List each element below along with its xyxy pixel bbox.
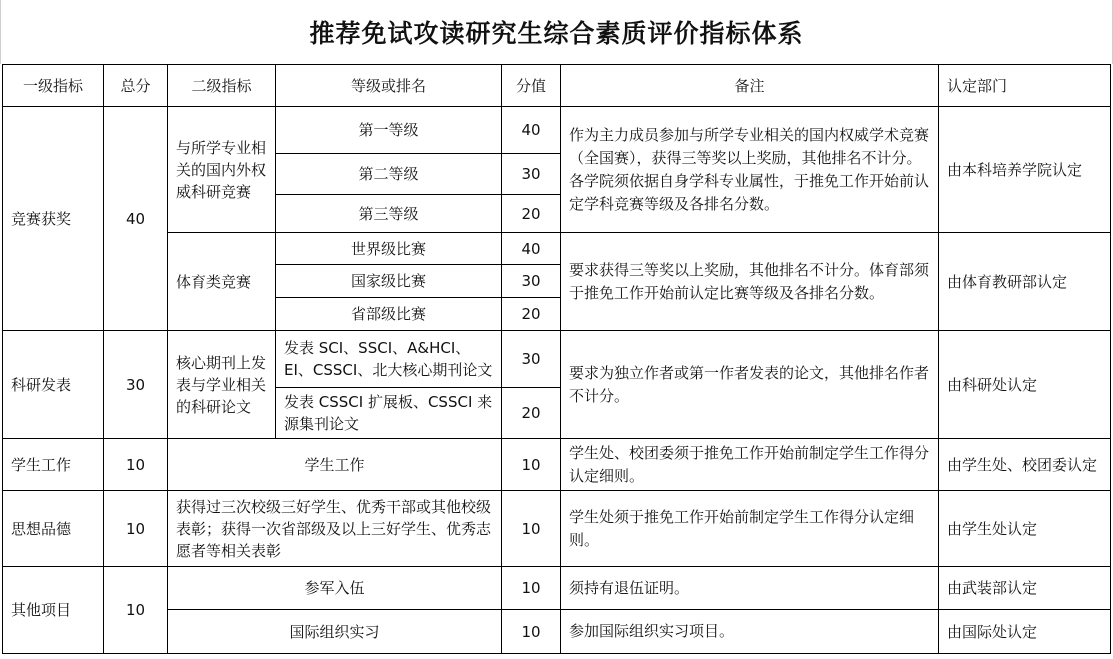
- total-cell: 40: [104, 107, 168, 331]
- score-cell: 20: [502, 195, 561, 233]
- evaluation-table: [2, 64, 1111, 654]
- score-cell: 10: [502, 491, 561, 567]
- level1-cell: 竞赛获奖: [3, 107, 104, 331]
- level1-cell: 其他项目: [3, 567, 104, 654]
- score-cell: 40: [502, 233, 561, 265]
- note-cell: 作为主力成员参加与所学专业相关的国内权威学术竞赛（全国赛），获得三等奖以上奖励，其他排名不计分。各学院须依据自身学科专业属性，于推免工作开始前认定学科竞赛等级及各排名分数。: [561, 107, 939, 233]
- total-cell: 10: [104, 491, 168, 567]
- table-row: [3, 331, 1111, 388]
- header-note: 备注: [561, 65, 939, 107]
- level1-cell: 科研发表: [3, 331, 104, 439]
- note-cell: 要求获得三等奖以上奖励，其他排名不计分。体育部须于推免工作开始前认定比赛等级及各排名分数。: [561, 233, 939, 331]
- score-cell: 20: [502, 298, 561, 331]
- table-row: [3, 491, 1111, 567]
- grade-cell: 发表 CSSCI 扩展板、CSSCI 来源集刊论文: [276, 388, 502, 439]
- item-cell: 参军入伍: [168, 567, 502, 610]
- score-cell: 30: [502, 331, 561, 388]
- item-cell: 学生工作: [168, 439, 502, 491]
- grade-cell: 国家级比赛: [276, 265, 502, 298]
- dept-cell: 由本科培养学院认定: [939, 107, 1111, 233]
- grade-cell: 第一等级: [276, 107, 502, 154]
- grade-cell: 第三等级: [276, 195, 502, 233]
- dept-cell: 由国际处认定: [939, 610, 1111, 654]
- note-cell: 学生处、校团委须于推免工作开始前制定学生工作得分认定细则。: [561, 439, 939, 491]
- header-level2: 二级指标: [168, 65, 276, 107]
- score-cell: 20: [502, 388, 561, 439]
- page-title: 推荐免试攻读研究生综合素质评价指标体系: [0, 0, 1113, 64]
- level1-cell: 思想品德: [3, 491, 104, 567]
- header-total: 总分: [104, 65, 168, 107]
- header-row: [3, 65, 1111, 107]
- dept-cell: 由武装部认定: [939, 567, 1111, 610]
- note-cell: 要求为独立作者或第一作者发表的论文，其他排名作者不计分。: [561, 331, 939, 439]
- table-row: [3, 233, 1111, 265]
- total-cell: 30: [104, 331, 168, 439]
- header-level1: 一级指标: [3, 65, 104, 107]
- level2-cell: 体育类竞赛: [168, 233, 276, 331]
- grade-cell: 世界级比赛: [276, 233, 502, 265]
- level2-cell: 与所学专业相关的国内外权威科研竞赛: [168, 107, 276, 233]
- score-cell: 10: [502, 439, 561, 491]
- score-cell: 30: [502, 154, 561, 195]
- note-cell: 参加国际组织实习项目。: [561, 610, 939, 654]
- dept-cell: 由科研处认定: [939, 331, 1111, 439]
- grade-cell: 第二等级: [276, 154, 502, 195]
- header-dept: 认定部门: [939, 65, 1111, 107]
- note-cell: 须持有退伍证明。: [561, 567, 939, 610]
- level1-cell: 学生工作: [3, 439, 104, 491]
- item-cell: 获得过三次校级三好学生、优秀干部或其他校级表彰；获得一次省部级及以上三好学生、优秀志愿者等相关表彰: [168, 491, 502, 567]
- total-cell: 10: [104, 439, 168, 491]
- table-row: [3, 439, 1111, 491]
- dept-cell: 由学生处认定: [939, 491, 1111, 567]
- score-cell: 30: [502, 265, 561, 298]
- dept-cell: 由学生处、校团委认定: [939, 439, 1111, 491]
- header-grade: 等级或排名: [276, 65, 502, 107]
- table-row: [3, 567, 1111, 610]
- grade-cell: 省部级比赛: [276, 298, 502, 331]
- note-cell: 学生处须于推免工作开始前制定学生工作得分认定细则。: [561, 491, 939, 567]
- grade-cell: 发表 SCI、SSCI、A&HCI、EI、CSSCI、北大核心期刊论文: [276, 331, 502, 388]
- total-cell: 10: [104, 567, 168, 654]
- score-cell: 10: [502, 567, 561, 610]
- header-score: 分值: [502, 65, 561, 107]
- level2-cell: 核心期刊上发表与学业相关的科研论文: [168, 331, 276, 439]
- table-row: [3, 107, 1111, 154]
- item-cell: 国际组织实习: [168, 610, 502, 654]
- score-cell: 10: [502, 610, 561, 654]
- score-cell: 40: [502, 107, 561, 154]
- dept-cell: 由体育教研部认定: [939, 233, 1111, 331]
- table-row: [3, 610, 1111, 654]
